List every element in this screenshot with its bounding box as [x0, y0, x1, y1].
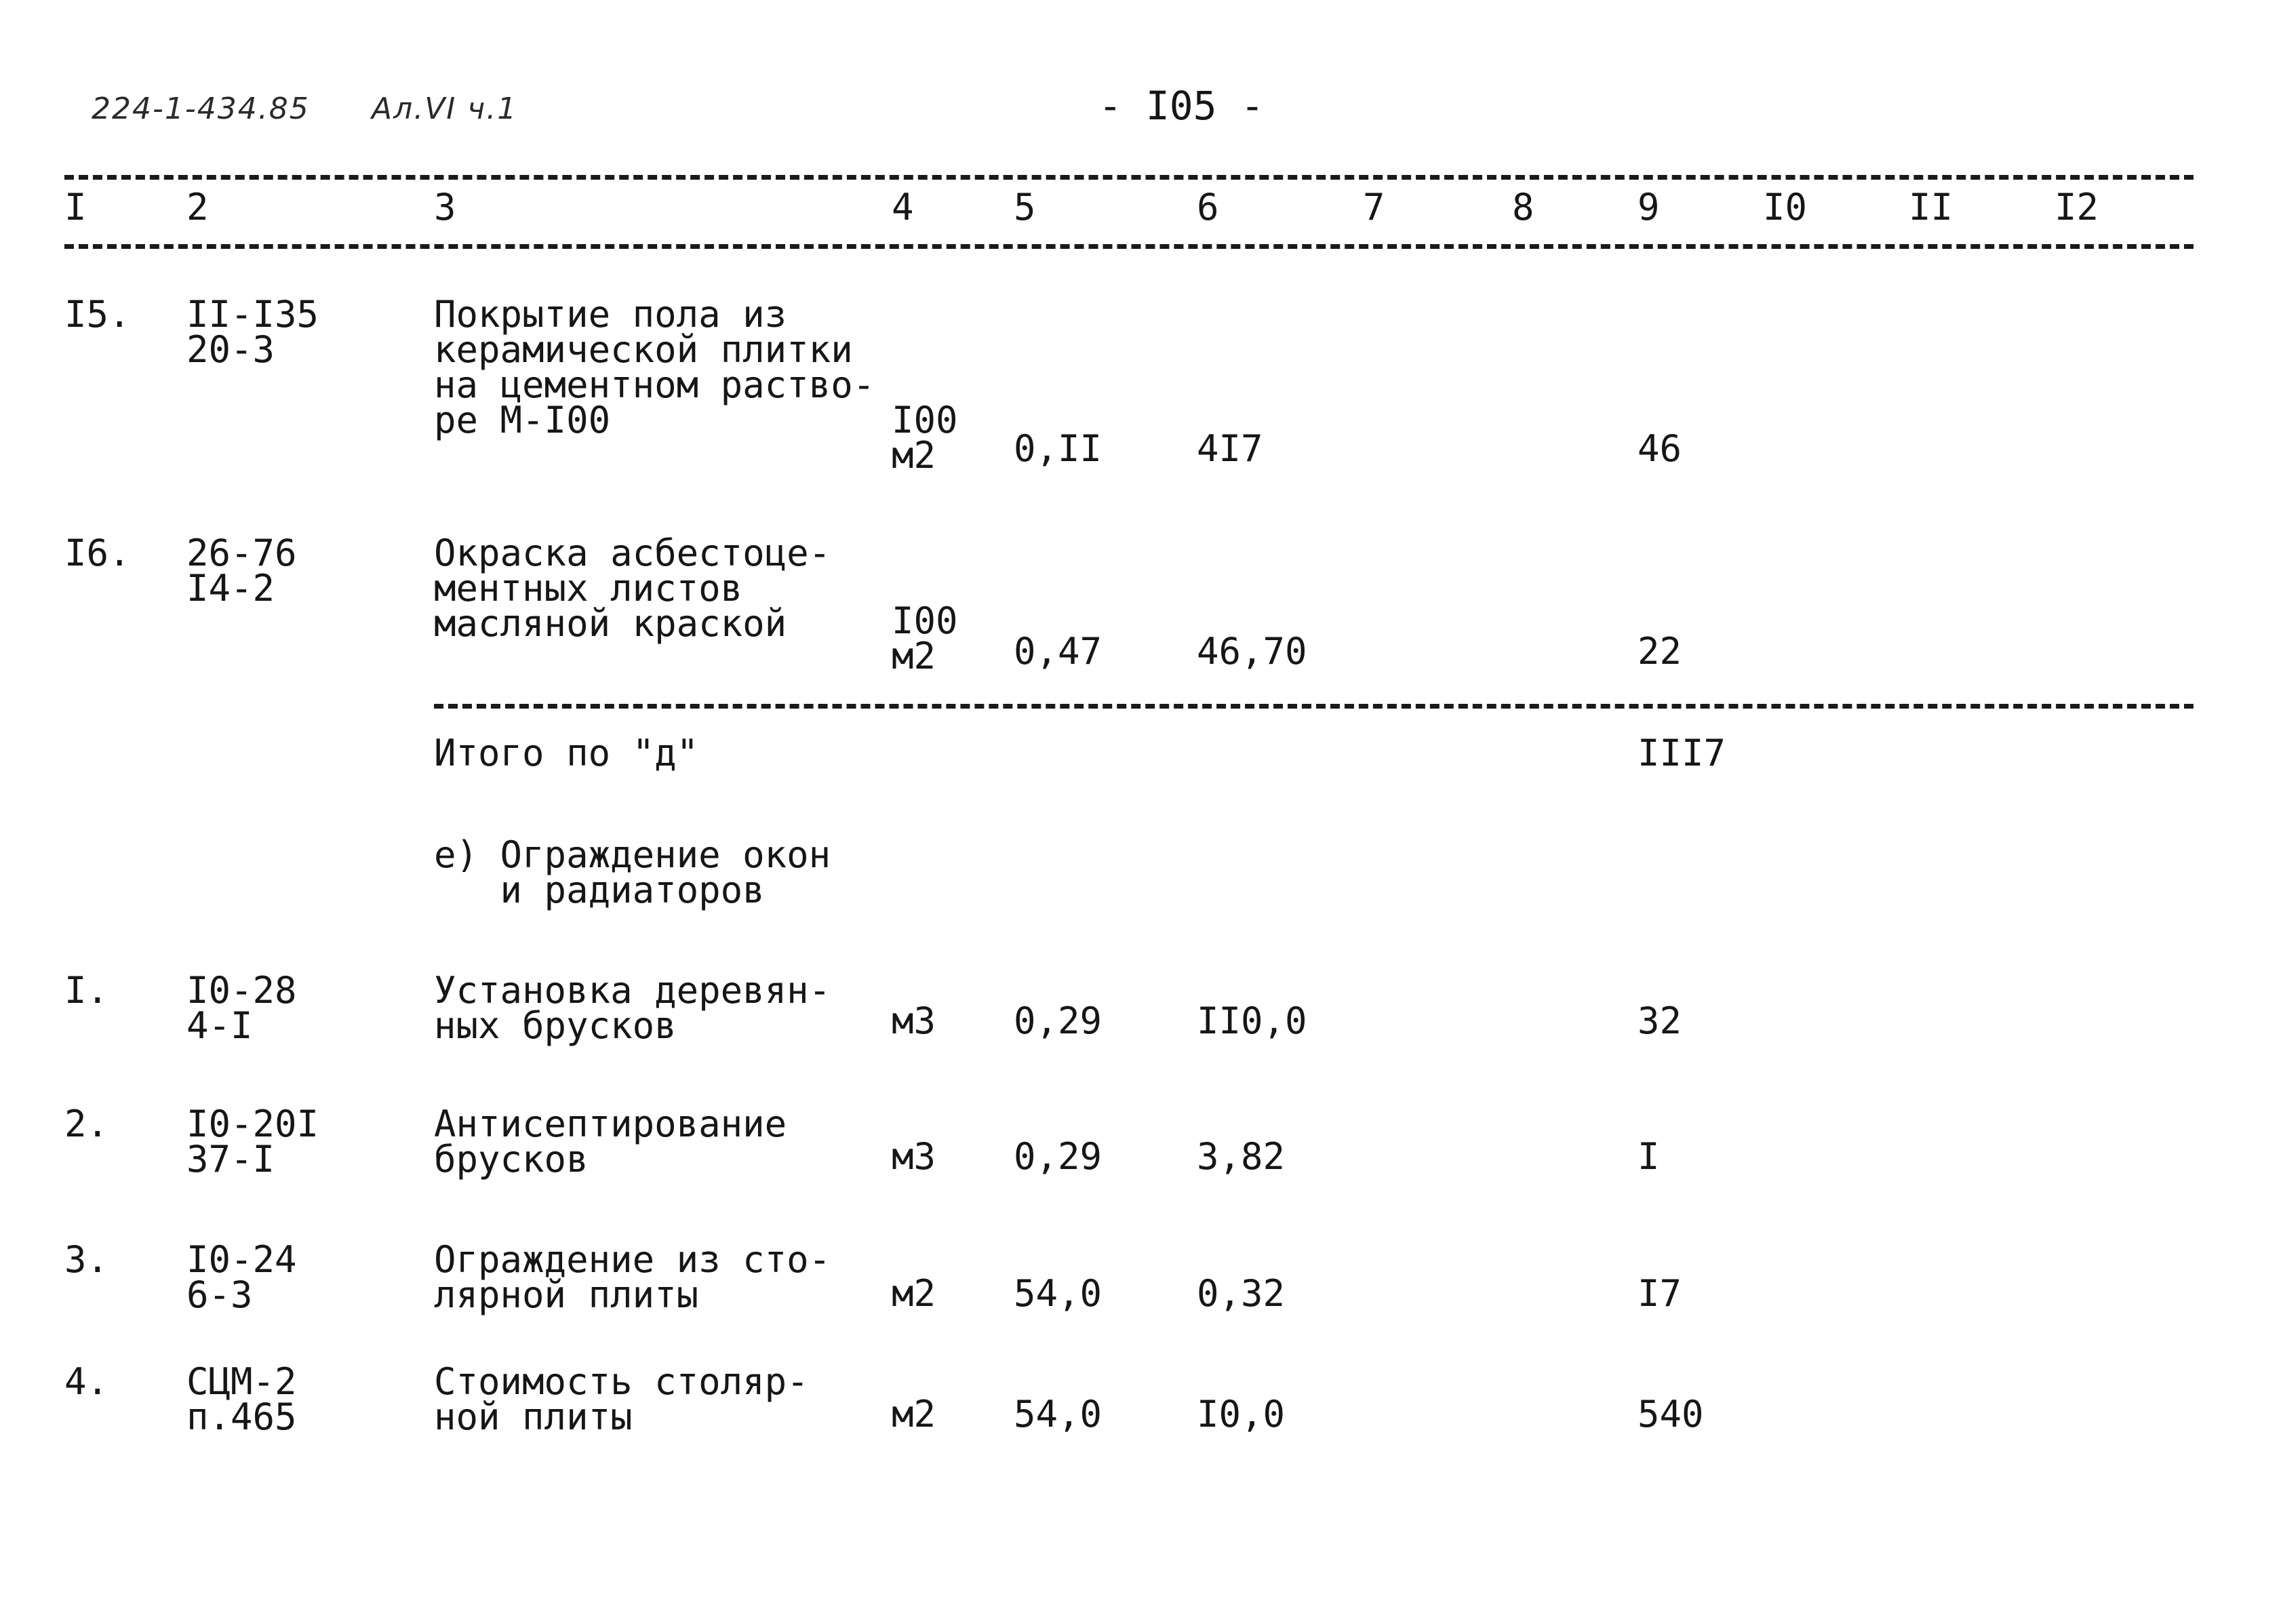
column-header-11: II: [1909, 186, 1953, 229]
row-code-line1: I0-28: [186, 969, 297, 1012]
row-price: 46,70: [1197, 630, 1307, 673]
column-header-1: I: [64, 186, 87, 229]
row-code-line1: I0-24: [186, 1238, 297, 1281]
row-number: I.: [64, 969, 109, 1012]
row-code-line1: I0-20I: [186, 1103, 319, 1145]
row-code-line2: I4-2: [186, 567, 275, 610]
row-unit-line1: I00: [892, 399, 958, 441]
row-quantity: 0,29: [1014, 999, 1103, 1042]
row-desc-line1: Антисептирование: [434, 1103, 787, 1145]
header-bottom-rule: [64, 244, 2193, 249]
column-header-9: 9: [1637, 186, 1660, 229]
row-desc-line2: лярной плиты: [434, 1273, 699, 1316]
row-price: 3,82: [1197, 1135, 1286, 1178]
row-total: 46: [1637, 427, 1682, 470]
column-header-12: I2: [2054, 186, 2099, 229]
row-number: I6.: [64, 532, 131, 574]
row-unit: м2: [892, 1393, 936, 1435]
row-code-line2: 20-3: [186, 328, 275, 371]
row-number: I5.: [64, 293, 131, 336]
row-code-line1: СЦМ-2: [186, 1360, 297, 1403]
row-code-line2: п.465: [186, 1395, 297, 1438]
row-code-line2: 37-I: [186, 1138, 275, 1181]
row-total: I: [1637, 1135, 1660, 1178]
row-total: 32: [1637, 999, 1682, 1042]
column-header-10: I0: [1763, 186, 1808, 229]
row-quantity: 0,29: [1014, 1135, 1103, 1178]
row-unit-line2: м2: [892, 635, 936, 677]
section-title-line2: и радиаторов: [434, 869, 765, 911]
row-total: 22: [1637, 630, 1682, 673]
row-total: I7: [1637, 1272, 1682, 1315]
row-desc-line2: ной плиты: [434, 1395, 633, 1438]
row-desc-line3: на цементном раство-: [434, 363, 875, 406]
row-price: I0,0: [1197, 1393, 1286, 1435]
column-header-8: 8: [1512, 186, 1534, 229]
subtotal-label: Итого по "д": [434, 732, 699, 774]
subtotal-total: III7: [1637, 732, 1726, 774]
document-code: 224-1-434.85: [92, 92, 310, 126]
subtotal-rule: [434, 704, 2193, 709]
row-quantity: 54,0: [1014, 1393, 1103, 1435]
page-number: - I05 -: [1098, 83, 1265, 129]
row-desc-line1: Ограждение из сто-: [434, 1238, 831, 1281]
column-header-6: 6: [1197, 186, 1219, 229]
column-header-4: 4: [892, 186, 914, 229]
row-code-line1: II-I35: [186, 293, 319, 336]
row-desc-line2: брусков: [434, 1138, 589, 1181]
album-reference: Ал.VI ч.1: [372, 92, 518, 126]
header-top-rule: [64, 175, 2193, 180]
row-price: 0,32: [1197, 1272, 1286, 1315]
row-number: 2.: [64, 1103, 109, 1145]
column-header-7: 7: [1363, 186, 1385, 229]
row-unit: м2: [892, 1272, 936, 1315]
row-desc-line3: масляной краской: [434, 602, 787, 645]
row-quantity: 54,0: [1014, 1272, 1103, 1315]
column-header-2: 2: [186, 186, 209, 229]
row-number: 3.: [64, 1238, 109, 1281]
row-quantity: 0,47: [1014, 630, 1103, 673]
row-number: 4.: [64, 1360, 109, 1403]
row-desc-line4: ре М-I00: [434, 399, 611, 441]
row-desc-line1: Покрытие пола из: [434, 293, 787, 336]
row-code-line2: 6-3: [186, 1273, 253, 1316]
row-total: 540: [1637, 1393, 1704, 1435]
row-desc-line2: ментных листов: [434, 567, 743, 610]
row-price: II0,0: [1197, 999, 1307, 1042]
row-desc-line2: ных брусков: [434, 1004, 677, 1047]
row-unit: м3: [892, 999, 936, 1042]
row-desc-line1: Стоимость столяр-: [434, 1360, 809, 1403]
row-unit-line1: I00: [892, 599, 958, 642]
row-code-line2: 4-I: [186, 1004, 253, 1047]
row-unit: м3: [892, 1135, 936, 1178]
row-desc-line1: Установка деревян-: [434, 969, 831, 1012]
row-quantity: 0,II: [1014, 427, 1103, 470]
column-header-5: 5: [1014, 186, 1036, 229]
row-desc-line2: керамической плитки: [434, 328, 853, 371]
row-desc-line1: Окраска асбестоце-: [434, 532, 831, 574]
column-header-3: 3: [434, 186, 456, 229]
row-price: 4I7: [1197, 427, 1263, 470]
row-unit-line2: м2: [892, 434, 936, 477]
row-code-line1: 26-76: [186, 532, 297, 574]
section-title-line1: е) Ограждение окон: [434, 833, 831, 876]
